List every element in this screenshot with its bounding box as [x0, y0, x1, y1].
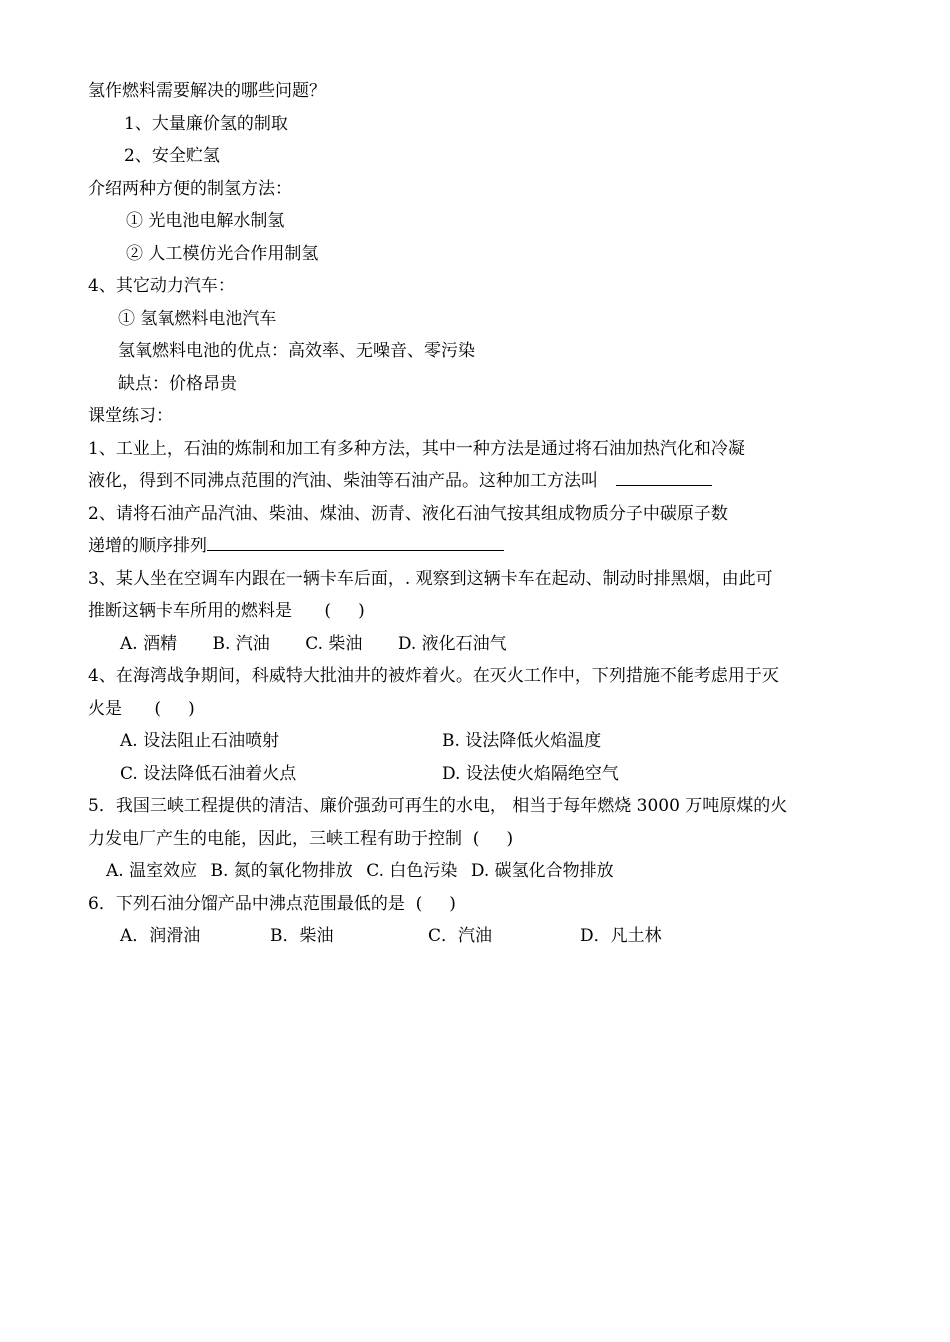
q5-option-a[interactable]: A. 温室效应 [106, 861, 198, 881]
q4-option-c[interactable]: C. 设法降低石油着火点 [120, 763, 297, 784]
q4-line2: 火是 ( ) [88, 698, 195, 719]
q3-line1: 3、某人坐在空调车内跟在一辆卡车后面，. 观察到这辆卡车在起动、制动时排黑烟，由此可 [88, 568, 773, 589]
q6-option-d[interactable]: D．凡土林 [580, 926, 662, 946]
section4-disadvantages: 缺点：价格昂贵 [118, 373, 237, 394]
section4-car: ① 氢氧燃料电池汽车 [118, 308, 277, 329]
q3-line2: 推断这辆卡车所用的燃料是 ( ) [88, 601, 365, 621]
q1-line2 [88, 465, 878, 498]
q4-options-row1 [88, 725, 878, 758]
problem-item: 1、大量廉价氢的制取 [124, 113, 288, 134]
q5-line1: 5．我国三峡工程提供的清洁、廉价强劲可再生的水电， 相当于每年燃烧 3000 万吨原煤的火 [88, 796, 788, 816]
q4-option-d[interactable]: D. 设法使火焰隔绝空气 [442, 763, 619, 784]
intro-question: 氢作燃料需要解决的哪些问题？ [88, 81, 326, 101]
q3-option-a[interactable]: A. 酒精 [120, 633, 178, 654]
q4-line1: 4、在海湾战争期间，科威特大批油井的被炸着火。在灭火工作中，下列措施不能考虑用于灭 [88, 666, 779, 686]
q1-answer-blank[interactable] [616, 465, 712, 486]
q3-option-d[interactable]: D. 液化石油气 [397, 633, 507, 654]
section4-title: 4、其它动力汽车： [88, 276, 235, 296]
q6-option-b[interactable]: B．柴油 [270, 926, 334, 946]
q4-options-row2 [88, 758, 878, 791]
q1-line1: 1、工业上，石油的炼制和加工有多种方法，其中一种方法是通过将石油加热汽化和冷凝 [88, 438, 745, 459]
q6-options [88, 920, 878, 953]
q5-option-d[interactable]: D. 碳氢化合物排放 [470, 861, 614, 881]
q1-line2-text: 液化，得到不同沸点范围的汽油、柴油等石油产品。这种加工方法叫 [88, 471, 598, 491]
q3-option-b[interactable]: B. 汽油 [212, 633, 270, 654]
q5-option-b[interactable]: B. 氮的氧化物排放 [210, 861, 353, 881]
q6-option-a[interactable]: A．润滑油 [120, 926, 201, 946]
q5-option-c[interactable]: C. 白色污染 [366, 861, 458, 881]
problem-item: 2、安全贮氢 [124, 146, 220, 166]
q3-options [88, 628, 878, 661]
q2-line2 [88, 530, 878, 563]
q4-option-a[interactable]: A. 设法阻止石油喷射 [120, 731, 280, 751]
q6-option-c[interactable]: C．汽油 [428, 926, 493, 946]
q6-line1: 6．下列石油分馏产品中沸点范围最低的是 ( ) [88, 893, 456, 914]
q3-option-c[interactable]: C. 柴油 [305, 633, 363, 654]
q2-line2-text: 递增的顺序排列 [88, 536, 207, 556]
document-page [88, 75, 878, 953]
q5-options [88, 855, 878, 888]
method-item: ② 人工模仿光合作用制氢 [126, 243, 319, 264]
section4-advantages: 氢氧燃料电池的优点：高效率、无噪音、零污染 [118, 341, 475, 361]
methods-title: 介绍两种方便的制氢方法： [88, 178, 292, 199]
q5-line2: 力发电厂产生的电能，因此，三峡工程有助于控制 ( ) [88, 828, 514, 849]
exercises-title: 课堂练习： [88, 406, 173, 426]
q2-line1: 2、请将石油产品汽油、柴油、煤油、沥青、液化石油气按其组成物质分子中碳原子数 [88, 503, 728, 524]
q4-option-b[interactable]: B. 设法降低火焰温度 [442, 731, 602, 751]
q2-answer-blank[interactable] [207, 530, 504, 551]
method-item: ① 光电池电解水制氢 [126, 211, 285, 231]
